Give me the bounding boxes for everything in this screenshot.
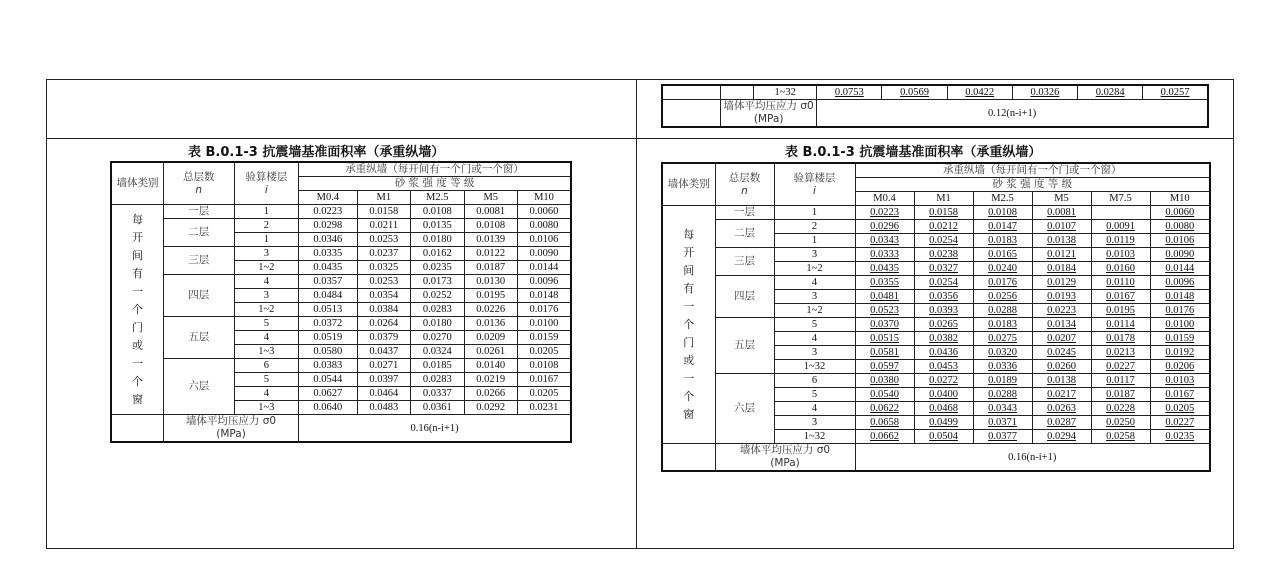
check-floor-cell: 4 (234, 387, 299, 401)
value-cell: 0.0176 (973, 276, 1032, 290)
check-floor-cell: 3 (774, 416, 855, 430)
right-top-fragment-table (661, 84, 1209, 128)
header-total-floors-label: 总层数 (183, 170, 215, 183)
value-cell: 0.0371 (973, 416, 1032, 430)
footer-stress-value: 0.16(n-i+1) (855, 444, 1210, 472)
value-cell: 0.0513 (299, 303, 358, 317)
value-cell: 0.0183 (973, 234, 1032, 248)
header-total-floors (715, 163, 774, 206)
check-floor-cell: 3 (774, 248, 855, 262)
left-table (110, 161, 572, 443)
value-cell: 0.0283 (411, 373, 464, 387)
value-cell: 0.0138 (1032, 374, 1091, 388)
value-cell: 0.0119 (1091, 234, 1150, 248)
check-floor-cell: 3 (234, 247, 299, 261)
value-cell: 0.0106 (517, 233, 571, 247)
header-grade: M1 (914, 192, 973, 206)
total-floors-cell: 五层 (163, 317, 234, 359)
value-cell: 0.0597 (855, 360, 914, 374)
total-floors-cell: 六层 (715, 374, 774, 444)
value-cell: 0.0108 (411, 205, 464, 219)
value-cell: 0.0100 (1150, 318, 1210, 332)
value-cell (1091, 206, 1150, 220)
value-cell: 0.0250 (1091, 416, 1150, 430)
right-table (661, 162, 1211, 472)
value-cell: 0.0185 (411, 359, 464, 373)
value-cell: 0.0193 (1032, 290, 1091, 304)
value-cell: 0.0189 (973, 374, 1032, 388)
header-total-floors-label: 总层数 (728, 171, 761, 184)
value-cell: 0.0580 (299, 345, 358, 359)
header-group: 承重纵墙（每开间有一个门或一个窗） (855, 163, 1210, 178)
value-cell: 0.0294 (1032, 430, 1091, 444)
value-cell: 0.0379 (357, 331, 410, 345)
value-cell: 0.0581 (855, 346, 914, 360)
left-table-title: 表 B.0.1-3 抗震墙基准面积率（承重纵墙） (188, 145, 445, 160)
header-total-floors-symbol: n (741, 184, 748, 197)
table-row (111, 219, 571, 233)
value-cell: 0.0504 (914, 430, 973, 444)
value-cell: 0.0370 (855, 318, 914, 332)
value-cell: 0.0336 (973, 360, 1032, 374)
check-floor-cell: 5 (774, 318, 855, 332)
check-floor-cell: 2 (774, 220, 855, 234)
footer-stress-text: 墙体平均压应力 σ0 (185, 415, 277, 427)
value-cell: 0.0372 (299, 317, 358, 331)
total-floors-cell: 四层 (163, 275, 234, 317)
check-floor-cell: 1 (774, 234, 855, 248)
check-floor-cell: 6 (234, 359, 299, 373)
value-cell: 0.0135 (411, 219, 464, 233)
footer-stress-unit: (MPa) (216, 428, 246, 440)
value-cell: 0.0283 (411, 303, 464, 317)
value-cell: 0.0187 (1091, 388, 1150, 402)
value-cell: 0.0159 (517, 331, 571, 345)
value-cell: 0.0158 (914, 206, 973, 220)
value-cell: 0.0383 (299, 359, 358, 373)
header-check-floor (774, 163, 855, 206)
value-cell: 0.0207 (1032, 332, 1091, 346)
header-grade: M0.4 (299, 191, 358, 205)
header-grade: M2.5 (411, 191, 464, 205)
check-floor-cell: 4 (234, 275, 299, 289)
value-cell: 0.0326 (1012, 85, 1077, 100)
value-cell: 0.0228 (1091, 402, 1150, 416)
header-wall-type: 墙体类别 (662, 163, 715, 206)
value-cell: 0.0256 (973, 290, 1032, 304)
value-cell: 0.0162 (411, 247, 464, 261)
check-floor-cell: 1 (774, 206, 855, 220)
table-row (662, 248, 1210, 262)
table-row (662, 85, 1208, 100)
value-cell: 0.0121 (1032, 248, 1091, 262)
check-floor-cell: 4 (774, 402, 855, 416)
value-cell: 0.0176 (517, 303, 571, 317)
check-floor-cell: 1 (234, 233, 299, 247)
value-cell: 0.0108 (517, 359, 571, 373)
value-cell: 0.0226 (464, 303, 517, 317)
value-cell: 0.0327 (914, 262, 973, 276)
check-floor-cell: 4 (774, 332, 855, 346)
value-cell: 0.0139 (464, 233, 517, 247)
value-cell: 0.0288 (973, 388, 1032, 402)
value-cell: 0.0422 (947, 85, 1012, 100)
fragment-empty (662, 85, 721, 100)
header-check-floor-symbol: i (813, 184, 816, 197)
header-check-floor-symbol: i (264, 183, 268, 196)
value-cell: 0.0325 (357, 261, 410, 275)
value-cell: 0.0148 (517, 289, 571, 303)
check-floor-cell: 6 (774, 374, 855, 388)
value-cell: 0.0468 (914, 402, 973, 416)
value-cell: 0.0223 (1032, 304, 1091, 318)
value-cell: 0.0180 (411, 317, 464, 331)
value-cell: 0.0206 (1150, 360, 1210, 374)
value-cell: 0.0544 (299, 373, 358, 387)
value-cell: 0.0271 (357, 359, 410, 373)
value-cell: 0.0144 (1150, 262, 1210, 276)
value-cell: 0.0138 (1032, 234, 1091, 248)
value-cell: 0.0184 (1032, 262, 1091, 276)
value-cell: 0.0080 (517, 219, 571, 233)
value-cell: 0.0275 (973, 332, 1032, 346)
value-cell: 0.0240 (973, 262, 1032, 276)
value-cell: 0.0357 (299, 275, 358, 289)
footer-stress-label (715, 444, 855, 472)
value-cell: 0.0238 (914, 248, 973, 262)
value-cell: 0.0519 (299, 331, 358, 345)
value-cell: 0.0287 (1032, 416, 1091, 430)
header-grade: M10 (517, 191, 571, 205)
total-floors-cell: 五层 (715, 318, 774, 374)
value-cell: 0.0108 (464, 219, 517, 233)
value-cell: 0.0090 (517, 247, 571, 261)
value-cell: 0.0144 (517, 261, 571, 275)
value-cell: 0.0257 (1143, 85, 1208, 100)
value-cell: 0.0284 (1078, 85, 1143, 100)
value-cell: 0.0515 (855, 332, 914, 346)
table-row (111, 359, 571, 373)
value-cell: 0.0662 (855, 430, 914, 444)
value-cell: 0.0627 (299, 387, 358, 401)
value-cell: 0.0397 (357, 373, 410, 387)
value-cell: 0.0265 (914, 318, 973, 332)
header-grade: M10 (1150, 192, 1210, 206)
value-cell: 0.0377 (973, 430, 1032, 444)
value-cell: 0.0252 (411, 289, 464, 303)
value-cell: 0.0523 (855, 304, 914, 318)
check-floor-cell: 3 (774, 346, 855, 360)
value-cell: 0.0254 (914, 276, 973, 290)
header-wall-type: 墙体类别 (111, 162, 163, 205)
footer-stress-label (163, 415, 298, 443)
table-row (662, 206, 1210, 220)
value-cell: 0.0235 (1150, 430, 1210, 444)
value-cell: 0.0103 (1150, 374, 1210, 388)
value-cell: 0.0361 (411, 401, 464, 415)
header-total-floors (163, 162, 234, 205)
value-cell: 0.0270 (411, 331, 464, 345)
check-floor-cell: 3 (234, 289, 299, 303)
value-cell: 0.0205 (517, 387, 571, 401)
value-cell: 0.0436 (914, 346, 973, 360)
total-floors-cell: 六层 (163, 359, 234, 415)
value-cell: 0.0261 (464, 345, 517, 359)
value-cell: 0.0481 (855, 290, 914, 304)
check-floor-cell: 1~32 (774, 430, 855, 444)
value-cell: 0.0380 (855, 374, 914, 388)
check-floor-cell: 4 (234, 331, 299, 345)
value-cell: 0.0060 (517, 205, 571, 219)
value-cell: 0.0569 (882, 85, 947, 100)
wall-category: 每开间有一个门或一个窗 (111, 205, 163, 415)
value-cell: 0.0160 (1091, 262, 1150, 276)
value-cell: 0.0382 (914, 332, 973, 346)
header-group: 承重纵墙（每开间有一个门或一个窗） (299, 162, 571, 177)
fragment-empty (721, 85, 754, 100)
footer-stress-unit: (MPa) (770, 457, 800, 469)
value-cell: 0.0136 (464, 317, 517, 331)
total-floors-cell: 二层 (163, 219, 234, 247)
value-cell: 0.0205 (1150, 402, 1210, 416)
header-check-floor (234, 162, 299, 205)
value-cell: 0.0091 (1091, 220, 1150, 234)
value-cell: 0.0258 (1091, 430, 1150, 444)
header-grade: M2.5 (973, 192, 1032, 206)
check-floor-cell: 2 (234, 219, 299, 233)
footer-stress-value: 0.16(n-i+1) (299, 415, 571, 443)
header-check-floor-label: 验算楼层 (245, 170, 288, 183)
check-floor-cell: 1~32 (754, 85, 817, 100)
total-floors-cell: 四层 (715, 276, 774, 318)
value-cell: 0.0499 (914, 416, 973, 430)
value-cell: 0.0393 (914, 304, 973, 318)
total-floors-cell: 一层 (715, 206, 774, 220)
value-cell: 0.0090 (1150, 248, 1210, 262)
value-cell: 0.0253 (357, 275, 410, 289)
table-row (111, 275, 571, 289)
header-grade: M7.5 (1091, 192, 1150, 206)
total-floors-cell: 三层 (715, 248, 774, 276)
value-cell: 0.0260 (1032, 360, 1091, 374)
value-cell: 0.0195 (1091, 304, 1150, 318)
value-cell: 0.0107 (1032, 220, 1091, 234)
value-cell: 0.0354 (357, 289, 410, 303)
value-cell: 0.0219 (464, 373, 517, 387)
value-cell: 0.0134 (1032, 318, 1091, 332)
value-cell: 0.0753 (817, 85, 882, 100)
check-floor-cell: 3 (774, 290, 855, 304)
header-check-floor-label: 验算楼层 (793, 171, 836, 184)
value-cell: 0.0384 (357, 303, 410, 317)
value-cell: 0.0337 (411, 387, 464, 401)
value-cell: 0.0159 (1150, 332, 1210, 346)
value-cell: 0.0108 (973, 206, 1032, 220)
table-row (662, 220, 1210, 234)
value-cell: 0.0343 (855, 234, 914, 248)
check-floor-cell: 1 (234, 205, 299, 219)
header-grade: M0.4 (855, 192, 914, 206)
value-cell: 0.0103 (1091, 248, 1150, 262)
right-top-divider (636, 138, 1234, 139)
check-floor-cell: 1~2 (774, 262, 855, 276)
value-cell: 0.0129 (1032, 276, 1091, 290)
value-cell: 0.0453 (914, 360, 973, 374)
value-cell: 0.0167 (517, 373, 571, 387)
value-cell: 0.0343 (973, 402, 1032, 416)
value-cell: 0.0223 (299, 205, 358, 219)
table-row (111, 247, 571, 261)
table-row (662, 318, 1210, 332)
value-cell: 0.0483 (357, 401, 410, 415)
check-floor-cell: 1~2 (234, 303, 299, 317)
value-cell: 0.0130 (464, 275, 517, 289)
value-cell: 0.0272 (914, 374, 973, 388)
value-cell: 0.0223 (855, 206, 914, 220)
value-cell: 0.0217 (1032, 388, 1091, 402)
value-cell: 0.0437 (357, 345, 410, 359)
footer-empty (662, 100, 721, 128)
value-cell: 0.0212 (914, 220, 973, 234)
header-total-floors-symbol: n (195, 183, 203, 196)
value-cell: 0.0096 (517, 275, 571, 289)
wall-category: 每开间有一个门或一个窗 (662, 206, 715, 444)
value-cell: 0.0183 (973, 318, 1032, 332)
value-cell: 0.0176 (1150, 304, 1210, 318)
total-floors-cell: 一层 (163, 205, 234, 219)
check-floor-cell: 5 (774, 388, 855, 402)
table-row (662, 276, 1210, 290)
value-cell: 0.0187 (464, 261, 517, 275)
check-floor-cell: 5 (234, 373, 299, 387)
footer-stress-text: 墙体平均压应力 σ0 (739, 444, 831, 456)
value-cell: 0.0192 (1150, 346, 1210, 360)
table-row (662, 374, 1210, 388)
value-cell: 0.0235 (411, 261, 464, 275)
total-floors-cell: 二层 (715, 220, 774, 248)
footer-stress-text: 墙体平均压应力 σ0 (723, 100, 814, 112)
value-cell: 0.0253 (357, 233, 410, 247)
value-cell: 0.0288 (973, 304, 1032, 318)
value-cell: 0.0148 (1150, 290, 1210, 304)
table-row (111, 317, 571, 331)
value-cell: 0.0205 (517, 345, 571, 359)
value-cell: 0.0227 (1150, 416, 1210, 430)
value-cell: 0.0167 (1091, 290, 1150, 304)
total-floors-cell: 三层 (163, 247, 234, 275)
value-cell: 0.0165 (973, 248, 1032, 262)
value-cell: 0.0209 (464, 331, 517, 345)
value-cell: 0.0658 (855, 416, 914, 430)
value-cell: 0.0356 (914, 290, 973, 304)
value-cell: 0.0266 (464, 387, 517, 401)
value-cell: 0.0320 (973, 346, 1032, 360)
value-cell: 0.0195 (464, 289, 517, 303)
footer-empty (662, 444, 715, 472)
value-cell: 0.0211 (357, 219, 410, 233)
value-cell: 0.0180 (411, 233, 464, 247)
header-grade: M5 (1032, 192, 1091, 206)
value-cell: 0.0060 (1150, 206, 1210, 220)
value-cell: 0.0110 (1091, 276, 1150, 290)
table-row (111, 205, 571, 219)
value-cell: 0.0263 (1032, 402, 1091, 416)
value-cell: 0.0178 (1091, 332, 1150, 346)
value-cell: 0.0640 (299, 401, 358, 415)
value-cell: 0.0298 (299, 219, 358, 233)
value-cell: 0.0114 (1091, 318, 1150, 332)
check-floor-cell: 4 (774, 276, 855, 290)
value-cell: 0.0081 (464, 205, 517, 219)
value-cell: 0.0435 (299, 261, 358, 275)
value-cell: 0.0213 (1091, 346, 1150, 360)
header-grade: M5 (464, 191, 517, 205)
value-cell: 0.0400 (914, 388, 973, 402)
check-floor-cell: 1~2 (234, 261, 299, 275)
footer-stress-value: 0.12(n-i+1) (817, 100, 1208, 128)
value-cell: 0.0333 (855, 248, 914, 262)
right-table-title: 表 B.0.1-3 抗震墙基准面积率（承重纵墙） (785, 145, 1042, 160)
value-cell: 0.0081 (1032, 206, 1091, 220)
value-cell: 0.0435 (855, 262, 914, 276)
check-floor-cell: 1~3 (234, 345, 299, 359)
value-cell: 0.0237 (357, 247, 410, 261)
value-cell: 0.0227 (1091, 360, 1150, 374)
value-cell: 0.0173 (411, 275, 464, 289)
value-cell: 0.0147 (973, 220, 1032, 234)
value-cell: 0.0158 (357, 205, 410, 219)
value-cell: 0.0622 (855, 402, 914, 416)
value-cell: 0.0292 (464, 401, 517, 415)
value-cell: 0.0254 (914, 234, 973, 248)
value-cell: 0.0122 (464, 247, 517, 261)
left-top-divider (46, 138, 637, 139)
value-cell: 0.0106 (1150, 234, 1210, 248)
value-cell: 0.0324 (411, 345, 464, 359)
check-floor-cell: 1~2 (774, 304, 855, 318)
value-cell: 0.0231 (517, 401, 571, 415)
value-cell: 0.0245 (1032, 346, 1091, 360)
value-cell: 0.0100 (517, 317, 571, 331)
footer-stress-unit: (MPa) (753, 113, 784, 125)
check-floor-cell: 1~32 (774, 360, 855, 374)
value-cell: 0.0080 (1150, 220, 1210, 234)
value-cell: 0.0117 (1091, 374, 1150, 388)
value-cell: 0.0167 (1150, 388, 1210, 402)
value-cell: 0.0355 (855, 276, 914, 290)
check-floor-cell: 1~3 (234, 401, 299, 415)
value-cell: 0.0096 (1150, 276, 1210, 290)
header-mortar-strength: 砂 浆 强 度 等 级 (299, 177, 571, 191)
value-cell: 0.0540 (855, 388, 914, 402)
check-floor-cell: 5 (234, 317, 299, 331)
value-cell: 0.0296 (855, 220, 914, 234)
center-divider (636, 79, 637, 549)
value-cell: 0.0464 (357, 387, 410, 401)
value-cell: 0.0335 (299, 247, 358, 261)
header-grade: M1 (357, 191, 410, 205)
footer-stress-label (721, 100, 817, 128)
value-cell: 0.0140 (464, 359, 517, 373)
value-cell: 0.0264 (357, 317, 410, 331)
footer-empty (111, 415, 163, 443)
header-mortar-strength: 砂 浆 强 度 等 级 (855, 178, 1210, 192)
value-cell: 0.0484 (299, 289, 358, 303)
value-cell: 0.0346 (299, 233, 358, 247)
